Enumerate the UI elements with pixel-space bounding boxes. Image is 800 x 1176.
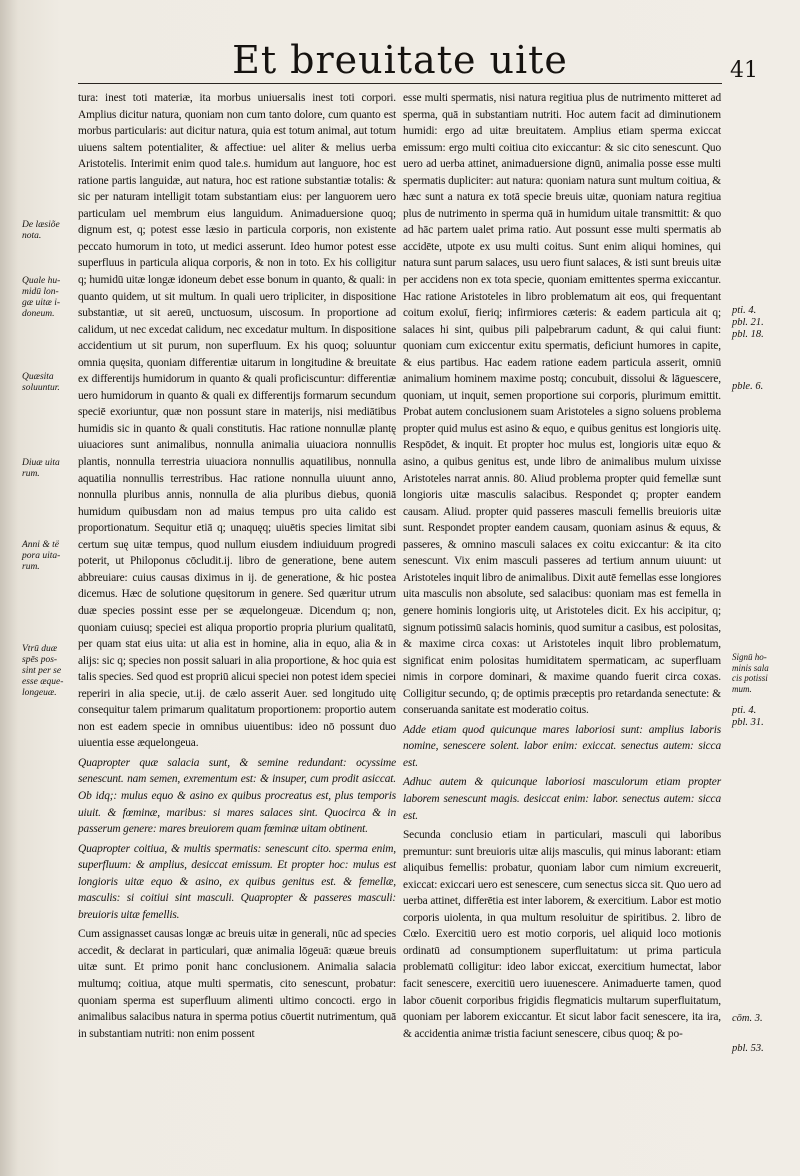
aristotle-text-paragraph: Adhuc autem & quicunque laboriosi masculorum etiam propter laborem senescunt magis. desiccat enim: labor. senectus autem: sicca est. [403, 776, 721, 822]
right-text-column [403, 90, 721, 1042]
margin-note-left: Anni & të pora uita- rum. [22, 540, 61, 572]
margin-note-left: Quale hu- midū lon- gæ uitæ i- doneum. [22, 276, 61, 319]
aristotle-text-paragraph: Quapropter coitiua, & multis spermatis: senescunt cito. sperma enim, superfluum: & amplius, desiccat emissum. Et propter hoc: mulus est longioris uitæ equo & asino, ex quibus genitus est. & femellæ, masculis: si coitiui sint masculi. Quapropter & passeres masculi: breuioris uitæ femellis. [78, 842, 396, 921]
aristotle-text-paragraph: Quapropter quæ salacia sunt, & semine redundant: ocyssime senescunt. nam semen, exrementum est: & insuper, cum prodit asiccat. Ob idq;: mulus equo & asino ex quibus procreatus est, plus temporis uiuit. & fœminæ, maribus: si mares salaces sint. Quocirca & in passerum genere: mares breuiorem quam fœminæ uitam obtinent. [78, 756, 396, 836]
paragraph: Cum assignasset causas longæ ac breuis uitæ in generali, nūc ad species accedit, & declarat in particulari, quæ animalia lōgeuā: quæue breuis uitæ sunt. Et primo ponit hanc conclusionem. Animalia salacia multumq; coitiua, atque multi spermatis, cito senescunt, probatur: quoniam sperma est superfluum alimenti ultimo concocti. ergo in animalibus salacibus natura in sperma potius cōuertit nutrimentum, quā in substantiam nutriti: non enim possent [78, 928, 396, 1040]
paragraph: esse multi spermatis, nisi natura regitiua plus de nutrimento mitteret ad sperma, quā in substantiam nutriti. Hoc autem facit ad diminutionem humidi: ergo ad uitæ breuitatem. Amplius etiam sperma exiccat emissum: ergo multi coitiua cito exiccantur: & sic cito senescunt. Quo uero ad uerba attinet, animaduersione dignū, animalia posse esse multi spermatis dupliciter: aut natura: quoniam natura sunt multum coitiua, & hæc sunt a natura ex totā specie breuis uitæ, quoniam natura regitiua plus de nutrimento in sperma quā in humidum uitale transmittit: & quo ad hāc partem ualet prima ratio. Aut possunt esse multi spermatis ab accidēte, utpote ex usu multi coitus. Sunt enim aliqui homines, qui natura sunt parum salaces, usu uero fiunt salaces, & isti sunt breuis uitæ per accidens non ex tota specie, quoniam emittentes sperma exiccantur. Hac ratione Aristoteles in libro problematum ait eos, qui frequentant coitum exoluī, fieriq; infirmiores cæteris: & eadem particula ait q; salaces hi sint, quibus pili palpebrarum cadunt, & qui calui fiunt: quoniam cum exiccentur exitu spermatis, deficiunt humores in capite, & eius partibus. Hac eadem ratione eadem particula asserit, omniū animalium hominem maxime postq; concubuit, dissolui & lāguescere, quoniam, ut inquit, semen proportione sui corporis, plurimum emittit. Probat autem conclusionem suam Aristoteles a signo soluens problema propter quid mulus est asino & equo, e quibus genitus est longioris uitę. Respōdet, & inquit. Et propter hoc mulus est, longioris uitæ equo & asino, a quibus genitus est, unde libro de animalibus mulum uixisse Aristoteles narrat annis. 80. Aliud problema propter quid femellæ sunt longioris uitæ masculis salacibus. Respondet q; propter eandem causam. Aliud. propter quid passeres masculi femellis breuioris uitæ sunt. Respondet propter eandem causam, quoniam asinus & equus, & passeres, & omnino masculi salaces ex coitu exiccantur: & ita cito senescunt. Vix enim masculi passeres ad tertium annum uiuunt: ut Aristoteles inquit libro de animalibus. Dixit autē femellas esse longiores uita masculis non absolute, sed salacibus: quoniam mas est femella in genere hominis longioris uitę, ut Aristoteles dicit. Ex his accipitur, q; signum potissimū salacis hominis, quod sumitur a casibus, est polositas, & maxime circa coxas: ut Aristoteles inquit libro problematum, significat enim polositas humiditatem spermaticam, ac superfluam nimis in corpore dominari, & maxime quando fuerit circa coxas. Colligitur secundo, q; de optimis præceptis pro retardanda senectute: & conseruanda sanitate est moderatio coitus. [403, 92, 721, 717]
margin-note-right: pbl. 53. [732, 1043, 764, 1054]
margin-note-right: Signū ho- minis sala cis potissi mum. [732, 652, 769, 694]
margin-note-right: pble. 6. [732, 381, 764, 392]
margin-note-left: Vtrū duæ spēs pos- sint per se esse æque- longeuæ. [22, 644, 64, 698]
margin-note-right: cōm. 3. [732, 1013, 763, 1024]
paragraph: tura: inest toti materiæ, ita morbus uniuersalis inest toti corpori. Amplius dicitur natura, quoniam non cum tanto dolore, cum quanto est morbus particularis: aut dicitur natura, quia est totum animal, aut totum uiuens saltem potentialiter, & affectiue: uel aliter & melius uerba Aristotelis. Interimit enim quod tale.s. humidum aut languore, hoc est ratione partis languidæ, aut natura, hoc est ratione substantiæ totalis: & sic per naturam intelligit totam substantiam eius: per languorem uero particulam uel membrum eius languidum. Animaduersione quoq; dignum est, q; potest esse læsio in particula corporis, non existente peccato humorum in toto, ut medici asserunt. Ideo humor potest esse superfluus in particula aliqua corporis, & non in toto. Ex his colligitur q; humidū uitæ longæ idoneum debet esse bonum in quanto, & quali: in quanto quidem, ut sit multum. In quali uero tripliciter, in dispositione substantiæ, ut sit aereū, unctuosum, uiscosum. In proportione ad calidum, ut nec excedat calidum, nec excedatur multum. In dispositione accidentium ut sit purum, non superfluum. Ex his quoq; soluuntur omnia quęsita, quoniam differentiæ uitarum in longitudine & breuitate ex differentijs humidorum in quanto & quali proficiscuntur: differentiæ uero humidorum in quanto & quali ex differentijs formarum secundum speciē exoriuntur, quæ non possunt stare in materijs, nisi mediātibus humidis sic in quanto & quali constitutis. Hac ratione nonnullæ plantę uiuaciores sunt animalibus, nonnulla animalia uiuaciora nonnullis plantis, nonnulla terrestria uiuaciora nonnullis aquatilibus, nonnulla aquatilia nonnullis terrestribus. Hac ratione nonnulla uiuunt anno, nonnulla pluribus annis, nonnulla de alia pluribus diebus, quoniā humidum quibusdam non ad maius tempus pro uita calido est proportionatum. Sequitur etiā q; unaquęq; uiuētis species limitat sibi certum suę uitæ tempus, quod nullum eiusdem indiuiduum progredi poterit, ut Philoponus cōcludit.ij. libro de generatione, bene autem abbreuiare: cuius causas diximus in ij. de generatione, & hic postea dicemus. Hæc de solutione quęsitorum in genere. Sed quæritur utrum duæ species possint esse per se æquelongeuæ. Dicendum q; non, quoniam cuiusq; speciei est aliqua proportio propria plurium qualitatū, per quam stat eius uita: ut alia est in homine, alia in equo, alia & in alijs: sic q; species non possit saluari in alia proportione, & hoc quia est talis species. Sed quod est propriū alicui speciei non potest idem speciei reperiri in alia specie, ut.ij. de cælo asserit Auer. sed longitudo uitę consequitur talem primarum qualitatum proportionem: proportio autem non est eadem specie in omnibus uiuentibus: ideo nō possunt duo uiuentia esse æquelongeua. [78, 92, 396, 750]
margin-note-right: pti. 4. pbl. 21. pbl. 18. [732, 305, 764, 340]
aristotle-text-paragraph: Adde etiam quod quicunque mares laboriosi sunt: amplius laboris nomine, senescere solent. labor enim: exiccat. senectus autem: sicca est. [403, 723, 721, 769]
header-rule [78, 83, 722, 84]
margin-note-left: De læsiõe nota. [22, 220, 60, 241]
page-number: 41 [730, 58, 758, 83]
paragraph: Secunda conclusio etiam in particulari, masculi qui laboribus premuntur: sunt breuioris uitæ alijs masculis, qui minus laborant: etiam aliquibus femellis: probatur, quoniam labor cum nimium excreuerit, exiccat: exiccari uero est senescere, cum senectus sicca sit. Quo uero ad uerba attinet, differētia est inter laborem, & exercitium. Labor est motio corporis uiolenta, in qua multum resoluitur de spiritibus. 2. libro de Cœlo. Exercitiū uero est motio corporis, uel aliquid loco motionis ordinatū ad consumptionem superfluitatum: ut prima particula problematū colligitur: ideo labor exiccat, exercitium humectat, labor facit senescere, exercitiū uero iuuenescere. Animaduerte tamen, quod labor cōuenit corporibus frigidis flegmaticis multarum superfluitatum, quoniam per laborem exiccantur. Et sicut labor facit senescere, ita ira, & accidentia animæ tristia faciunt senescere, cibus quoq; & po- [403, 829, 721, 1040]
margin-note-left: Quæsita soluuntur. [22, 372, 60, 393]
left-text-column [78, 90, 396, 1042]
margin-note-right: pti. 4. pbl. 31. [732, 705, 764, 728]
margin-note-left: Diuæ uita rum. [22, 458, 60, 479]
running-title: Et breuitate uite [232, 38, 568, 82]
